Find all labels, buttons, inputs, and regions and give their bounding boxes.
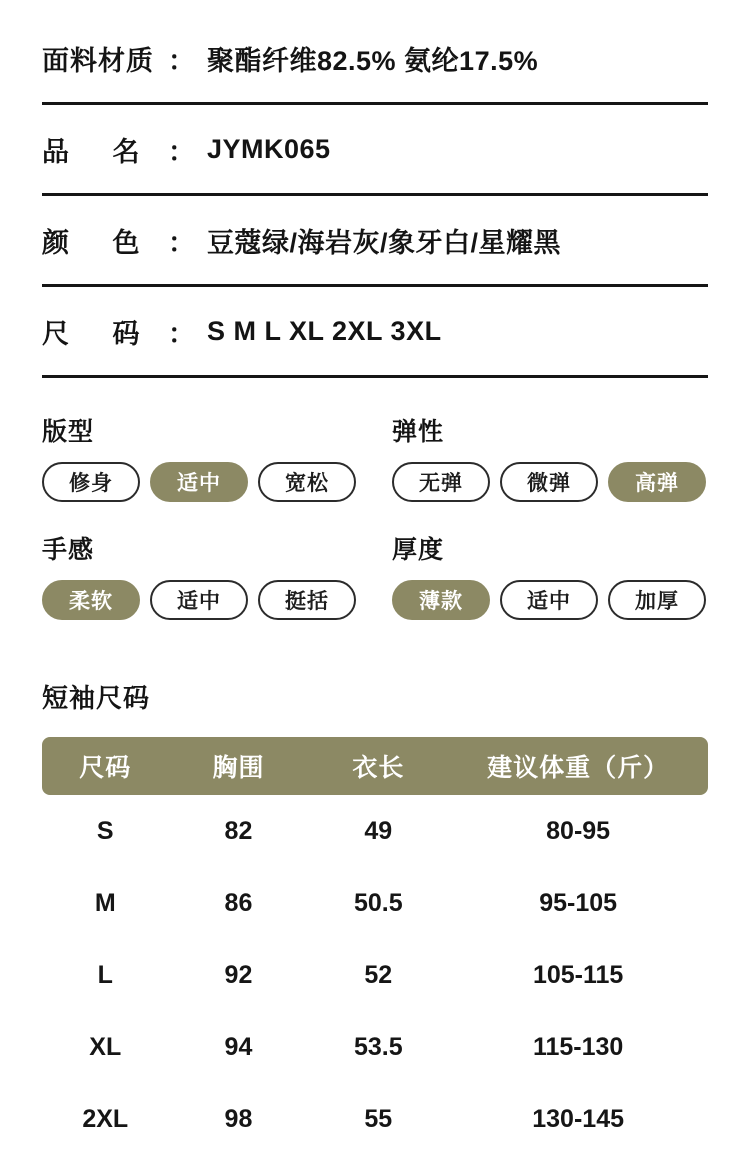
size-table-cell-4-1: 98 [224,1104,253,1133]
attribute-option-2-1[interactable]: 适中 [150,580,248,620]
attribute-title-0: 版型 [42,418,95,446]
size-table-cell-2-0: L [97,960,113,989]
attribute-option-0-0[interactable]: 修身 [42,462,140,502]
attribute-group-1 [392,412,710,502]
attribute-title-2: 手感 [42,536,95,564]
spec-value-color: 豆蔻绿/海岩灰/象牙白/星耀黑 [207,227,562,258]
attribute-option-3-0[interactable]: 薄款 [392,580,490,620]
attribute-options-1 [392,462,706,502]
size-table-header-0: 尺码 [42,737,169,795]
attribute-option-0-1[interactable]: 适中 [150,462,248,502]
size-table-cell-3-3: 115-130 [532,1032,624,1061]
attribute-option-3-1[interactable]: 适中 [500,580,598,620]
size-table-cell-2-2: 52 [364,960,393,989]
size-table-header-3: 建议体重（斤） [448,737,708,795]
spec-colon-fabric: ： [168,45,195,76]
spec-colon-size: ： [168,318,195,349]
size-table-header-2: 衣长 [308,737,448,795]
spec-value-size: S M L XL 2XL 3XL [207,315,442,346]
attribute-options-2 [42,580,388,620]
spec-value-product-name: JYMK065 [207,133,331,164]
size-table [42,737,708,1155]
size-table-cell-1-1: 86 [224,888,253,917]
spec-value-fabric: 聚酯纤维82.5% 氨纶17.5% [207,45,539,76]
size-table-cell-0-2: 49 [364,816,393,845]
size-table-head [42,737,708,795]
attribute-option-0-2[interactable]: 宽松 [258,462,356,502]
attribute-option-1-2[interactable]: 高弹 [608,462,706,502]
attribute-option-1-1[interactable]: 微弹 [500,462,598,502]
spec-colon-product-name: ： [168,136,195,167]
spec-label-size: 尺 码 [42,318,141,349]
attribute-group-2 [42,530,392,620]
attribute-option-3-2[interactable]: 加厚 [608,580,706,620]
size-table-title: 短袖尺码 [42,683,151,713]
size-table-cell-2-3: 105-115 [532,960,624,989]
table-row [42,939,708,1011]
size-table-header-row [42,737,708,795]
size-table-cell-0-1: 82 [224,816,253,845]
size-table-cell-1-2: 50.5 [353,888,403,917]
spec-row-color [42,196,708,287]
attribute-groups [42,412,708,620]
attribute-options-0 [42,462,388,502]
spec-label-product-name: 品 名 [42,136,141,167]
spec-list [42,0,708,378]
size-table-cell-1-0: M [94,888,116,917]
attribute-group-3 [392,530,710,620]
table-row [42,867,708,939]
attribute-option-2-0[interactable]: 柔软 [42,580,140,620]
size-table-cell-4-3: 130-145 [532,1104,624,1133]
attribute-option-1-0[interactable]: 无弹 [392,462,490,502]
attribute-option-2-2[interactable]: 挺括 [258,580,356,620]
size-table-cell-4-0: 2XL [82,1104,129,1133]
size-table-cell-0-3: 80-95 [546,816,611,845]
table-row [42,1083,708,1155]
spec-row-fabric [42,14,708,105]
size-table-header-1: 胸围 [169,737,309,795]
attribute-options-3 [392,580,706,620]
spec-label-fabric: 面料材质 [42,45,154,76]
spec-colon-color: ： [168,227,195,258]
attribute-title-1: 弹性 [392,418,445,446]
spec-row-size [42,287,708,378]
spec-row-product-name [42,105,708,196]
size-table-cell-1-3: 95-105 [539,888,618,917]
size-table-cell-3-0: XL [89,1032,122,1061]
attribute-group-0 [42,412,392,502]
size-table-cell-3-1: 94 [224,1032,253,1061]
table-row [42,795,708,867]
size-table-body [42,795,708,1155]
size-table-cell-2-1: 92 [224,960,253,989]
table-row [42,1011,708,1083]
size-table-cell-3-2: 53.5 [353,1032,403,1061]
size-table-cell-0-0: S [96,816,114,845]
spec-label-color: 颜 色 [42,227,141,258]
attribute-title-3: 厚度 [392,536,445,564]
size-table-cell-4-2: 55 [364,1104,393,1133]
